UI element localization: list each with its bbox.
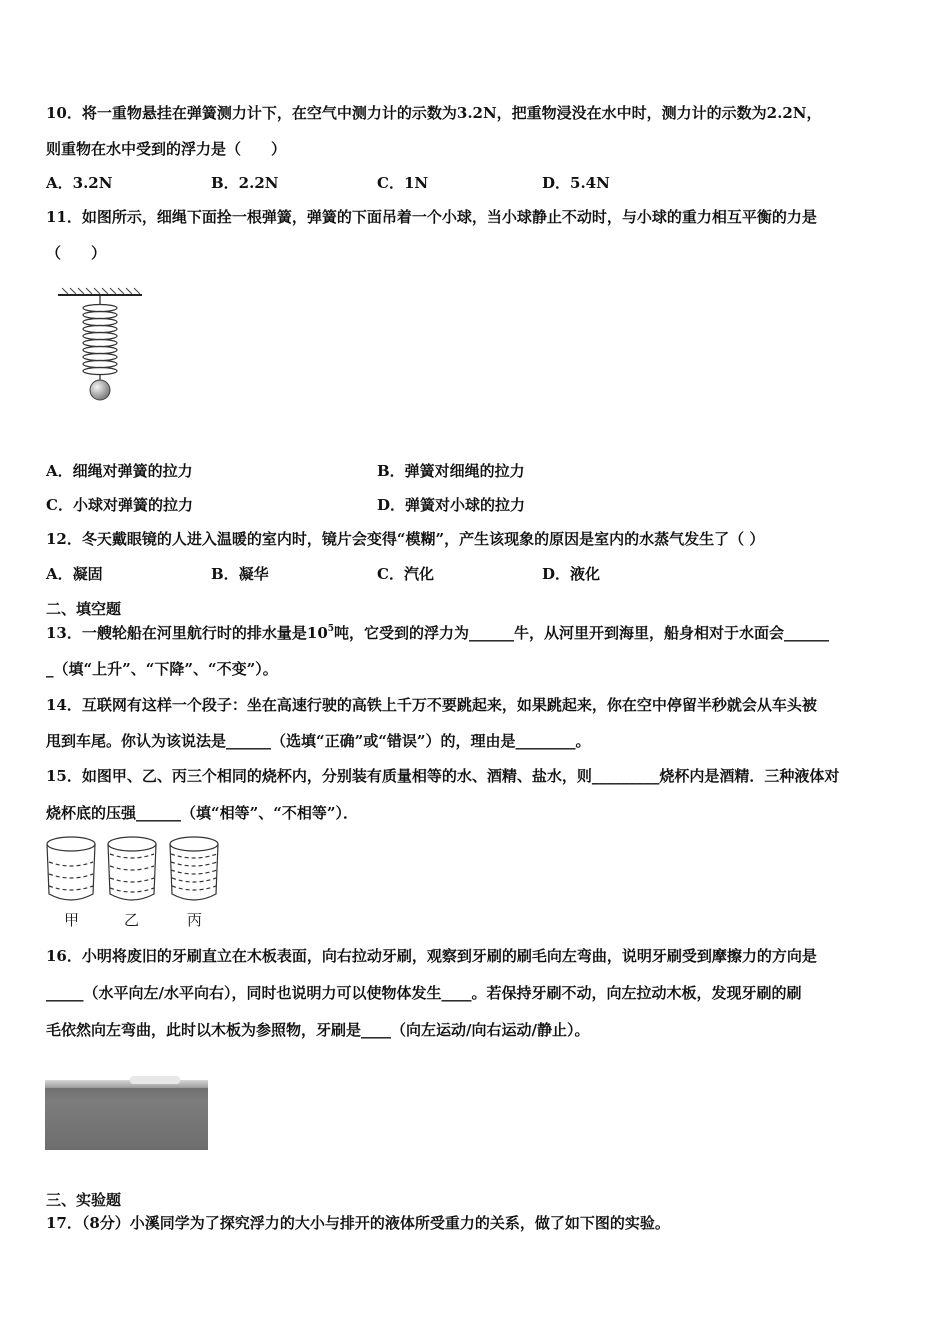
q10-option-a: A．3.2N <box>46 174 113 192</box>
section-experiment-title: 三、实验题 <box>46 1191 122 1209</box>
beaker-label-yi: 乙 <box>124 911 140 929</box>
three-beakers-figure <box>44 832 226 906</box>
beaker-label-jia: 甲 <box>64 911 80 929</box>
q12-option-b: B．凝华 <box>211 565 269 583</box>
q16-line2: _____（水平向左/水平向右），同时也说明力可以使物体发生____。若保持牙刷不动，向左拉动木板，发现牙刷的刷 <box>46 984 802 1002</box>
q16-line3: 毛依然向左弯曲，此时以木板为参照物，牙刷是____（向左运动/向右运动/静止）。 <box>46 1021 590 1039</box>
q11-option-d: D．弹簧对小球的拉力 <box>377 496 526 514</box>
q12-line1: 12．冬天戴眼镜的人进入温暖的室内时，镜片会变得“模糊”，产生该现象的原因是室内的水蒸气发生了（ ） <box>46 530 765 548</box>
section-fill-in-title: 二、填空题 <box>46 600 122 618</box>
q14-line1: 14．互联网有这样一个段子：坐在高速行驶的高铁上千万不要跳起来，如果跳起来，你在空中停留半秒就会从车头被 <box>46 696 817 714</box>
spring-ball-figure <box>50 285 150 405</box>
q15-line1: 15．如图甲、乙、丙三个相同的烧杯内，分别装有质量相等的水、酒精、盐水，则_________烧杯内是酒精．三种液体对 <box>46 767 840 785</box>
q13-line1: 13．一艘轮船在河里航行时的排水量是$10^5$吨，它受到的浮力为______牛，从河里开到海里，船身相对于水面会______ <box>46 624 830 642</box>
q15-line2: 烧杯底的压强______（填“相等”、“不相等”）． <box>46 804 359 822</box>
beaker-label-bing: 丙 <box>187 911 203 929</box>
q12-option-d: D．液化 <box>542 565 601 583</box>
q11-option-a: A．细绳对弹簧的拉力 <box>46 462 193 480</box>
q10-line2: 则重物在水中受到的浮力是（ ） <box>46 140 287 158</box>
q13-line2: _（填“上升”、“下降”、“不变”）。 <box>46 660 278 678</box>
q11-line2: （ ） <box>46 244 107 262</box>
q12-option-a: A．凝固 <box>46 565 103 583</box>
q12-option-c: C．汽化 <box>377 565 434 583</box>
q11-option-c: C．小球对弹簧的拉力 <box>46 496 193 514</box>
q10-option-c: C．1N <box>377 174 429 192</box>
q14-line2: 甩到车尾。你认为该说法是______（选填“正确”或“错误”）的，理由是________。 <box>46 732 591 750</box>
q16-line1: 16．小明将废旧的牙刷直立在木板表面，向右拉动牙刷，观察到牙刷的刷毛向左弯曲，说明牙刷受到摩擦力的方向是 <box>46 947 817 965</box>
q10-line1: 10．将一重物悬挂在弹簧测力计下，在空气中测力计的示数为3.2N，把重物浸没在水中时，测力计的示数为2.2N， <box>46 104 822 122</box>
q10-option-d: D．5.4N <box>542 174 610 192</box>
q10-option-b: B．2.2N <box>211 174 279 192</box>
q17-line1: 17．（8分）小溪同学为了探究浮力的大小与排开的液体所受重力的关系，做了如下图的实验。 <box>46 1214 670 1232</box>
q11-line1: 11．如图所示，细绳下面拴一根弹簧，弹簧的下面吊着一个小球，当小球静止不动时，与小球的重力相互平衡的力是 <box>46 208 817 226</box>
q11-option-b: B．弹簧对细绳的拉力 <box>377 462 525 480</box>
toothbrush-board-photo <box>45 1080 208 1150</box>
